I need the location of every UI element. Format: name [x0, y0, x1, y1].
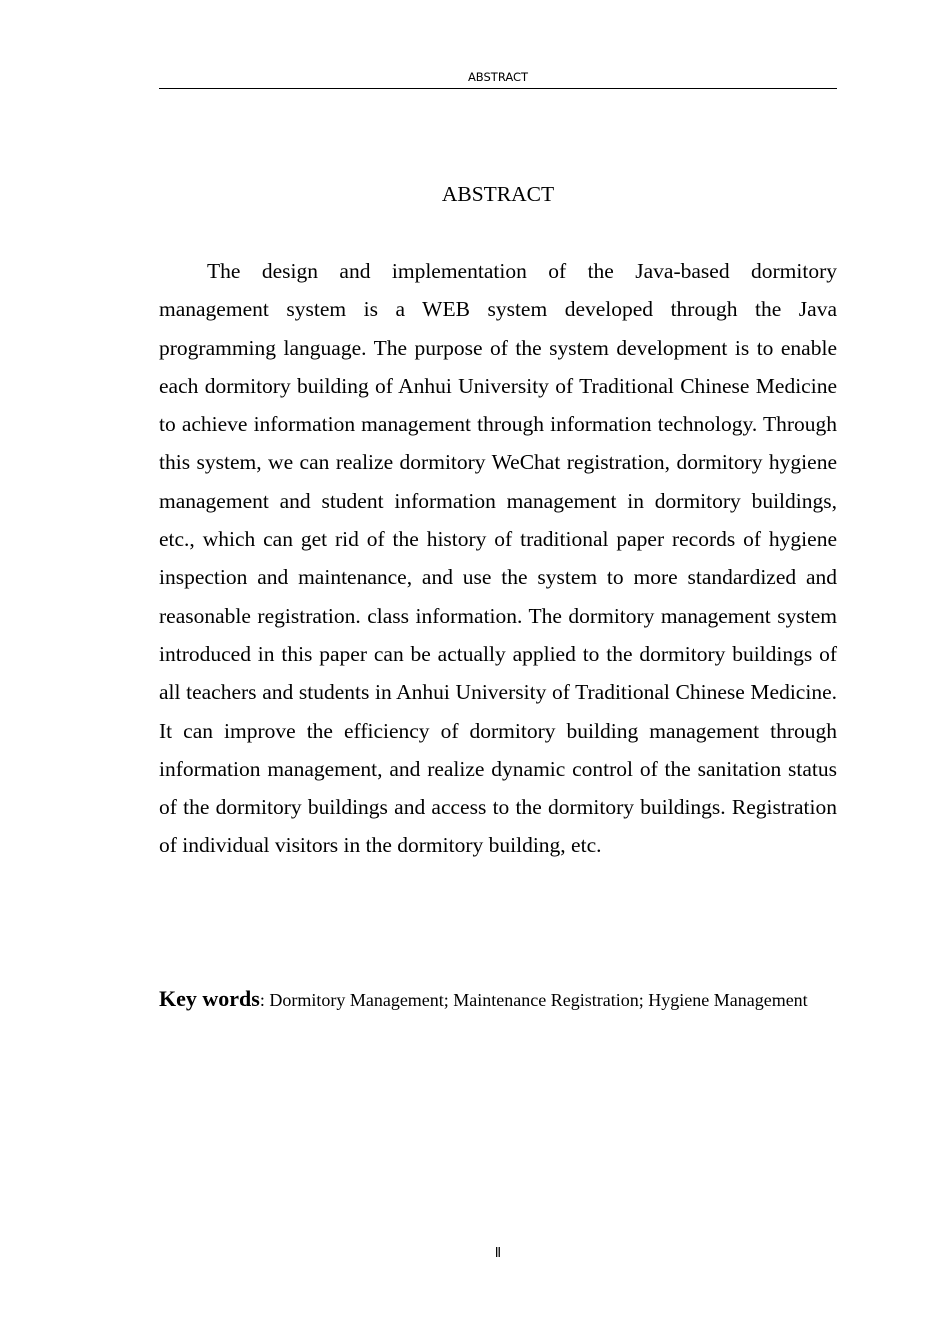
keywords-separator: :: [259, 990, 265, 1010]
page-title: ABSTRACT: [441, 182, 555, 206]
abstract-paragraph: The design and implementation of the Java-based dormitory management system is a WEB system developed through the Java programming language. The purpose of the system development is to enable each dormitory building of Anhui University of Traditional Chinese Medicine to achieve information management through information technology. Through this system, we can realize dormitory WeChat registration, dormitory hygiene management and student information management in dormitory buildings, etc., which can get rid of the history of traditional paper records of hygiene inspection and maintenance, and use the system to more standardized and reasonable registration. class information. The dormitory management system introduced in this paper can be actually applied to the dormitory buildings of all teachers and students in Anhui University of Traditional Chinese Medicine. It can improve the efficiency of dormitory building management through information management, and realize dynamic control of the sanitation status of the dormitory buildings and access to the dormitory buildings. Registration of individual visitors in the dormitory building, etc.: [159, 259, 837, 858]
keywords-line: [159, 980, 837, 1019]
page-number: Ⅱ: [494, 1246, 502, 1261]
keywords-label: Key words: [159, 986, 260, 1011]
running-header: [159, 68, 837, 89]
keywords-text: Dormitory Management; Maintenance Registration; Hygiene Management: [264, 990, 808, 1010]
running-header-title: ABSTRACT: [467, 70, 529, 84]
